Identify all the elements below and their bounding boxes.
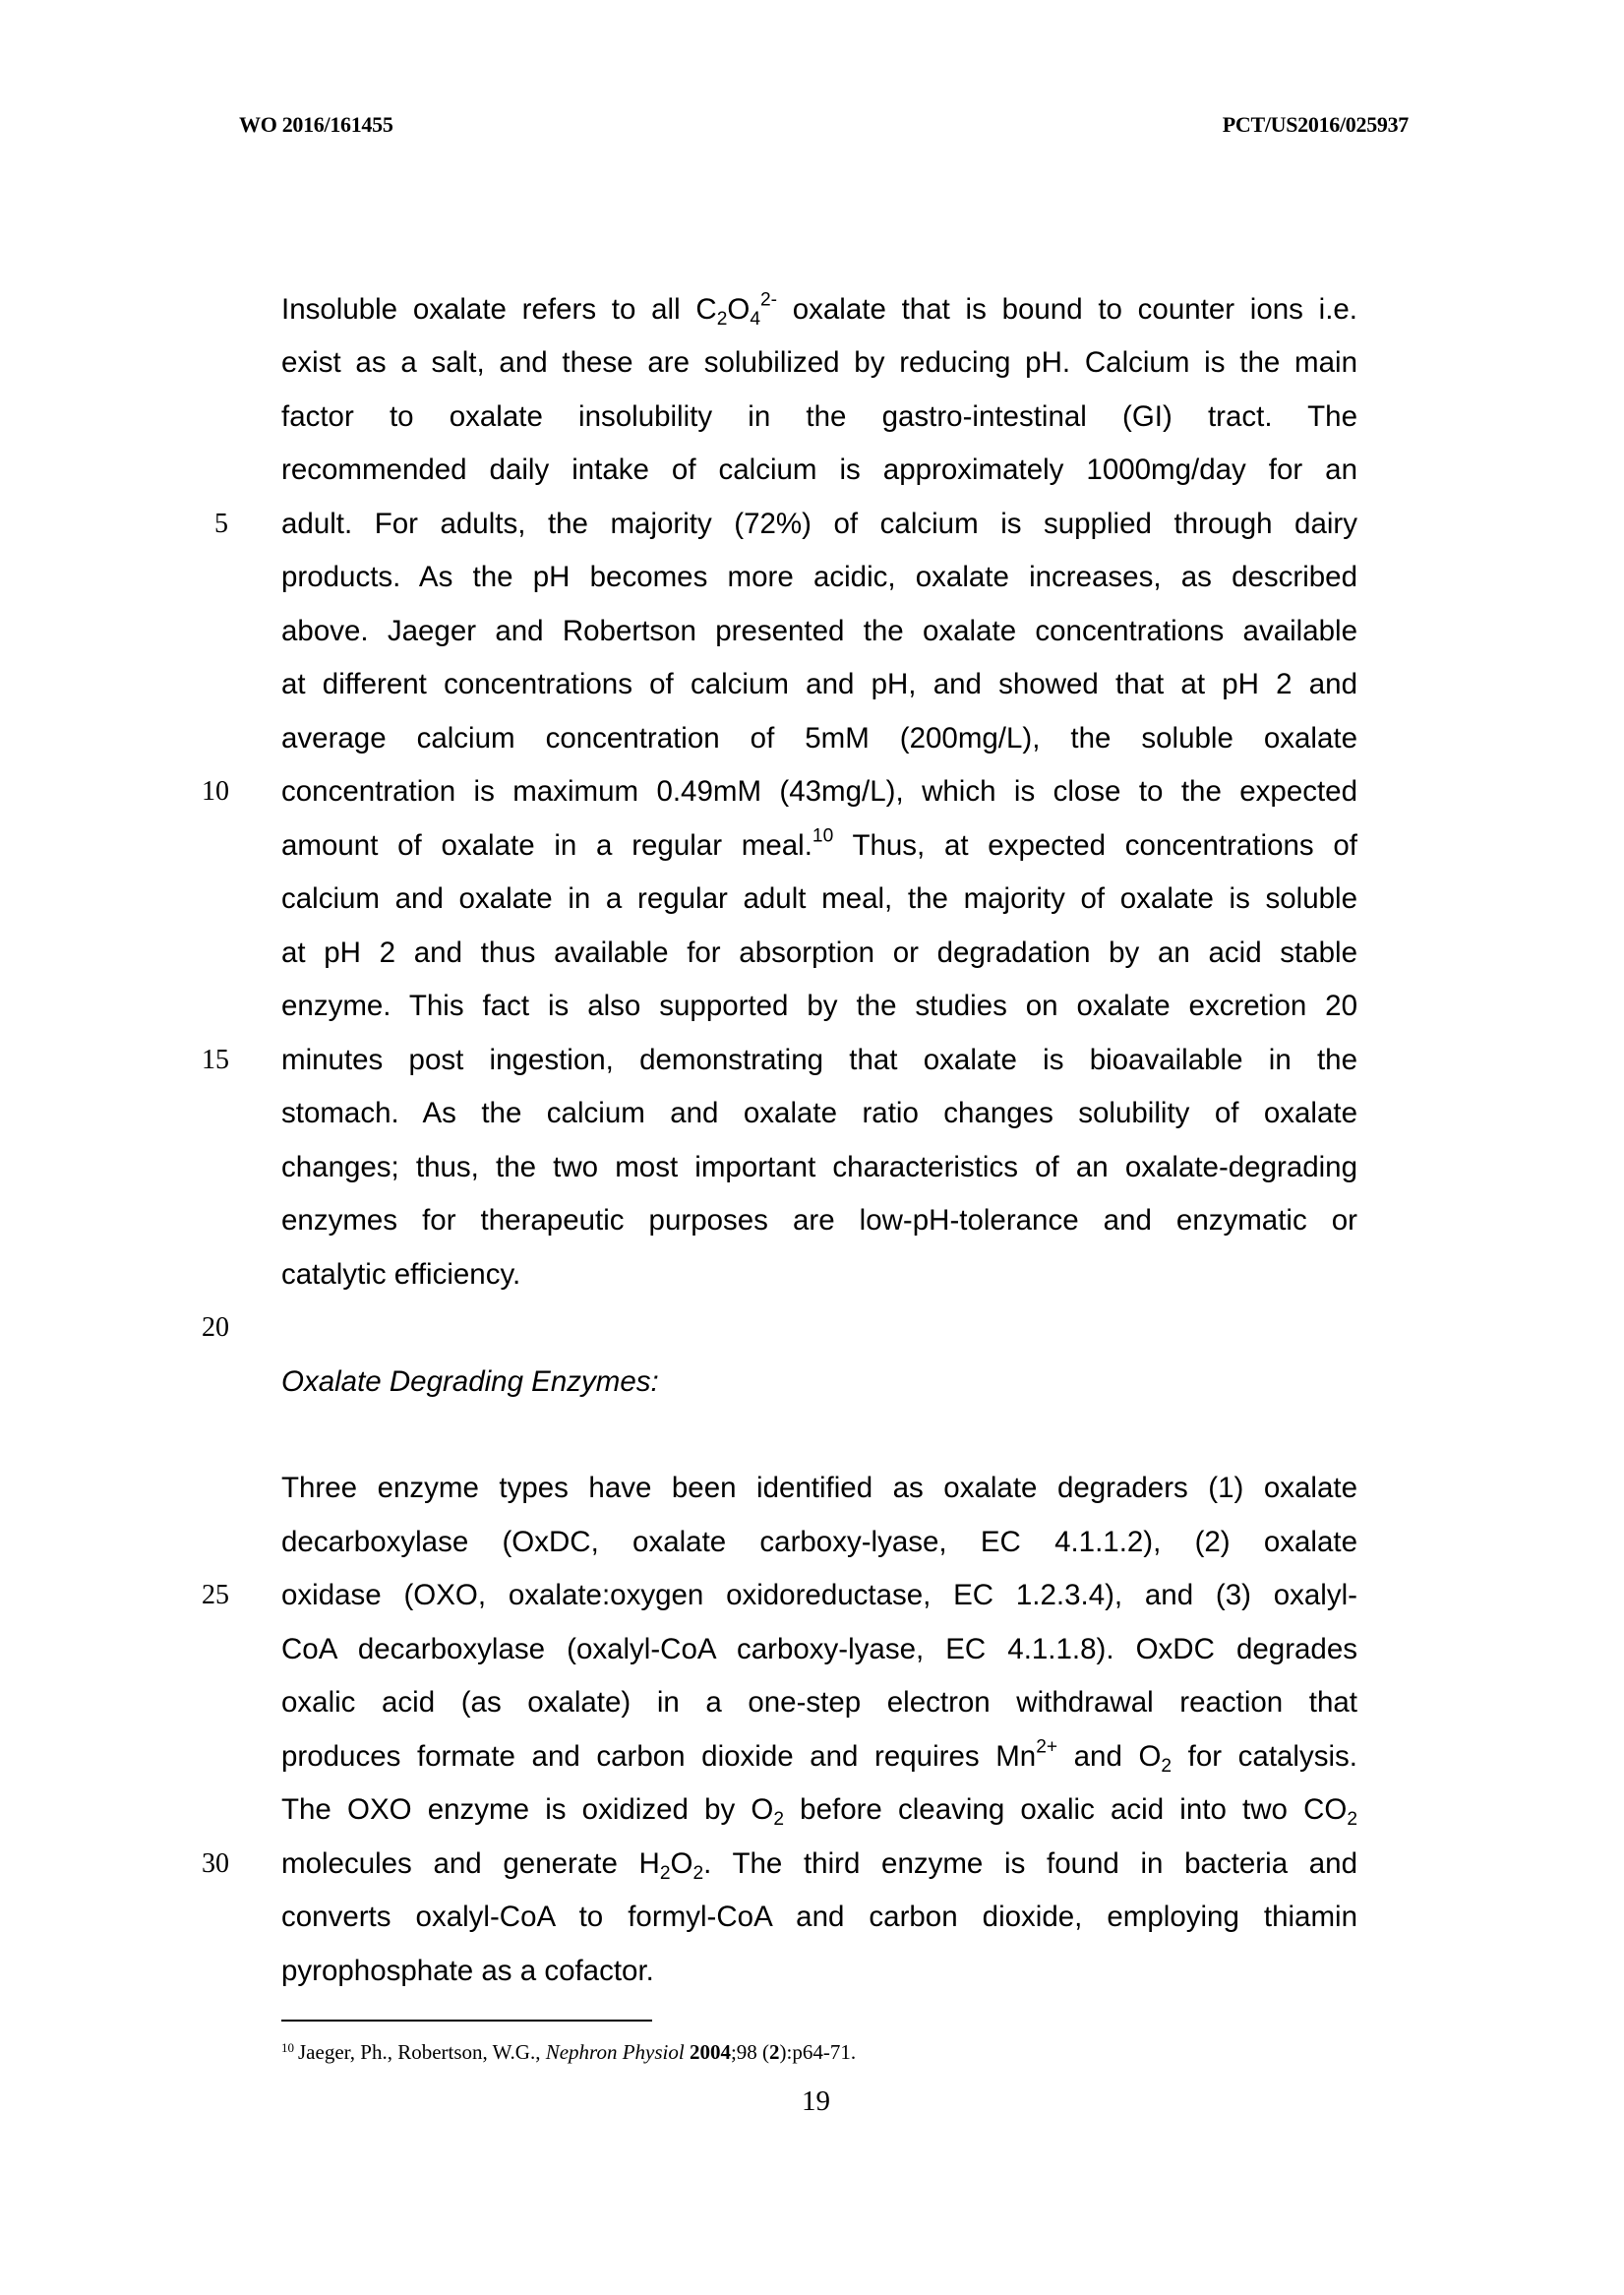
footnote: $^{10}$ Jaeger, Ph., Robertson, W.G., Nephron Physiol 2004;98 (2):p64-71. bbox=[281, 2040, 857, 2064]
line-number: 25 bbox=[202, 1580, 229, 1610]
text-line: pyrophosphate as a cofactor. bbox=[281, 1955, 654, 1987]
text-line: Insoluble oxalate refers to all $C_2O_4^{2-}$ oxalate that is bound to counter ions i.e. bbox=[281, 289, 1357, 330]
text-line: Three enzyme types have been identified as oxalate degraders (1) oxalate bbox=[281, 1472, 1357, 1504]
text-line: catalytic efficiency. bbox=[281, 1258, 521, 1291]
text-line: CoA decarboxylase (oxalyl-CoA carboxy-lyase, EC 4.1.1.8). OxDC degrades bbox=[281, 1633, 1357, 1665]
line-number: 30 bbox=[202, 1848, 229, 1879]
text-line: enzyme. This fact is also supported by the studies on oxalate excretion 20 bbox=[281, 990, 1357, 1022]
text-line: factor to oxalate insolubility in the gastro-intestinal (GI) tract. The bbox=[281, 400, 1357, 433]
application-number: PCT/US2016/025937 bbox=[1222, 112, 1409, 137]
text-line: recommended daily intake of calcium is approximately 1000mg/day for an bbox=[281, 453, 1357, 486]
publication-number: WO 2016/161455 bbox=[239, 112, 393, 137]
text-line: average calcium concentration of 5mM (200mg/L), the soluble oxalate bbox=[281, 722, 1357, 755]
text-line: molecules and generate $H_2O_2$. The third enzyme is found in bacteria and bbox=[281, 1847, 1357, 1884]
text-line: converts oxalyl-CoA to formyl-CoA and carbon dioxide, employing thiamin bbox=[281, 1901, 1357, 1933]
line-number: 15 bbox=[202, 1045, 229, 1075]
text-line: calcium and oxalate in a regular adult meal, the majority of oxalate is soluble bbox=[281, 882, 1357, 915]
text-line: products. As the pH becomes more acidic, oxalate increases, as described bbox=[281, 561, 1357, 593]
text-line: concentration is maximum 0.49mM (43mg/L), which is close to the expected bbox=[281, 775, 1357, 808]
journal-name: Nephron Physiol bbox=[545, 2040, 685, 2064]
text-line: exist as a salt, and these are solubilized by reducing pH. Calcium is the main bbox=[281, 346, 1357, 379]
footnote-separator bbox=[281, 2020, 652, 2022]
text-line: at different concentrations of calcium and pH, and showed that at pH 2 and bbox=[281, 668, 1357, 700]
text-line: amount of oxalate in a regular meal.$^{10}$ Thus, at expected concentrations of bbox=[281, 825, 1357, 862]
line-number: 5 bbox=[214, 509, 228, 539]
line-number: 10 bbox=[202, 776, 229, 807]
text-line: The OXO enzyme is oxidized by $O_2$ before cleaving oxalic acid into two $CO_2$ bbox=[281, 1793, 1357, 1830]
page-number: 19 bbox=[802, 2085, 830, 2117]
text-line: enzymes for therapeutic purposes are low-pH-tolerance and enzymatic or bbox=[281, 1204, 1357, 1237]
text-line: adult. For adults, the majority (72%) of calcium is supplied through dairy bbox=[281, 508, 1357, 540]
text-line: at pH 2 and thus available for absorption or degradation by an acid stable bbox=[281, 936, 1357, 969]
line-number: 20 bbox=[202, 1312, 229, 1343]
text-line: minutes post ingestion, demonstrating that oxalate is bioavailable in the bbox=[281, 1044, 1357, 1076]
text-line: stomach. As the calcium and oxalate ratio changes solubility of oxalate bbox=[281, 1097, 1357, 1129]
text-line: oxidase (OXO, oxalate:oxygen oxidoreductase, EC 1.2.3.4), and (3) oxalyl- bbox=[281, 1579, 1357, 1611]
text-line: above. Jaeger and Robertson presented the oxalate concentrations available bbox=[281, 615, 1357, 647]
footnote-reference[interactable]: 10 bbox=[812, 825, 834, 847]
text-line: changes; thus, the two most important characteristics of an oxalate-degrading bbox=[281, 1151, 1357, 1183]
section-heading: Oxalate Degrading Enzymes: bbox=[281, 1365, 659, 1398]
text-line: produces formate and carbon dioxide and requires $Mn^{2+}$ and $O_2$ for catalysis. bbox=[281, 1736, 1357, 1777]
text-line: oxalic acid (as oxalate) in a one-step electron withdrawal reaction that bbox=[281, 1686, 1357, 1719]
text-line: decarboxylase (OxDC, oxalate carboxy-lyase, EC 4.1.1.2), (2) oxalate bbox=[281, 1526, 1357, 1558]
footnote-marker: 10 bbox=[281, 2040, 294, 2055]
